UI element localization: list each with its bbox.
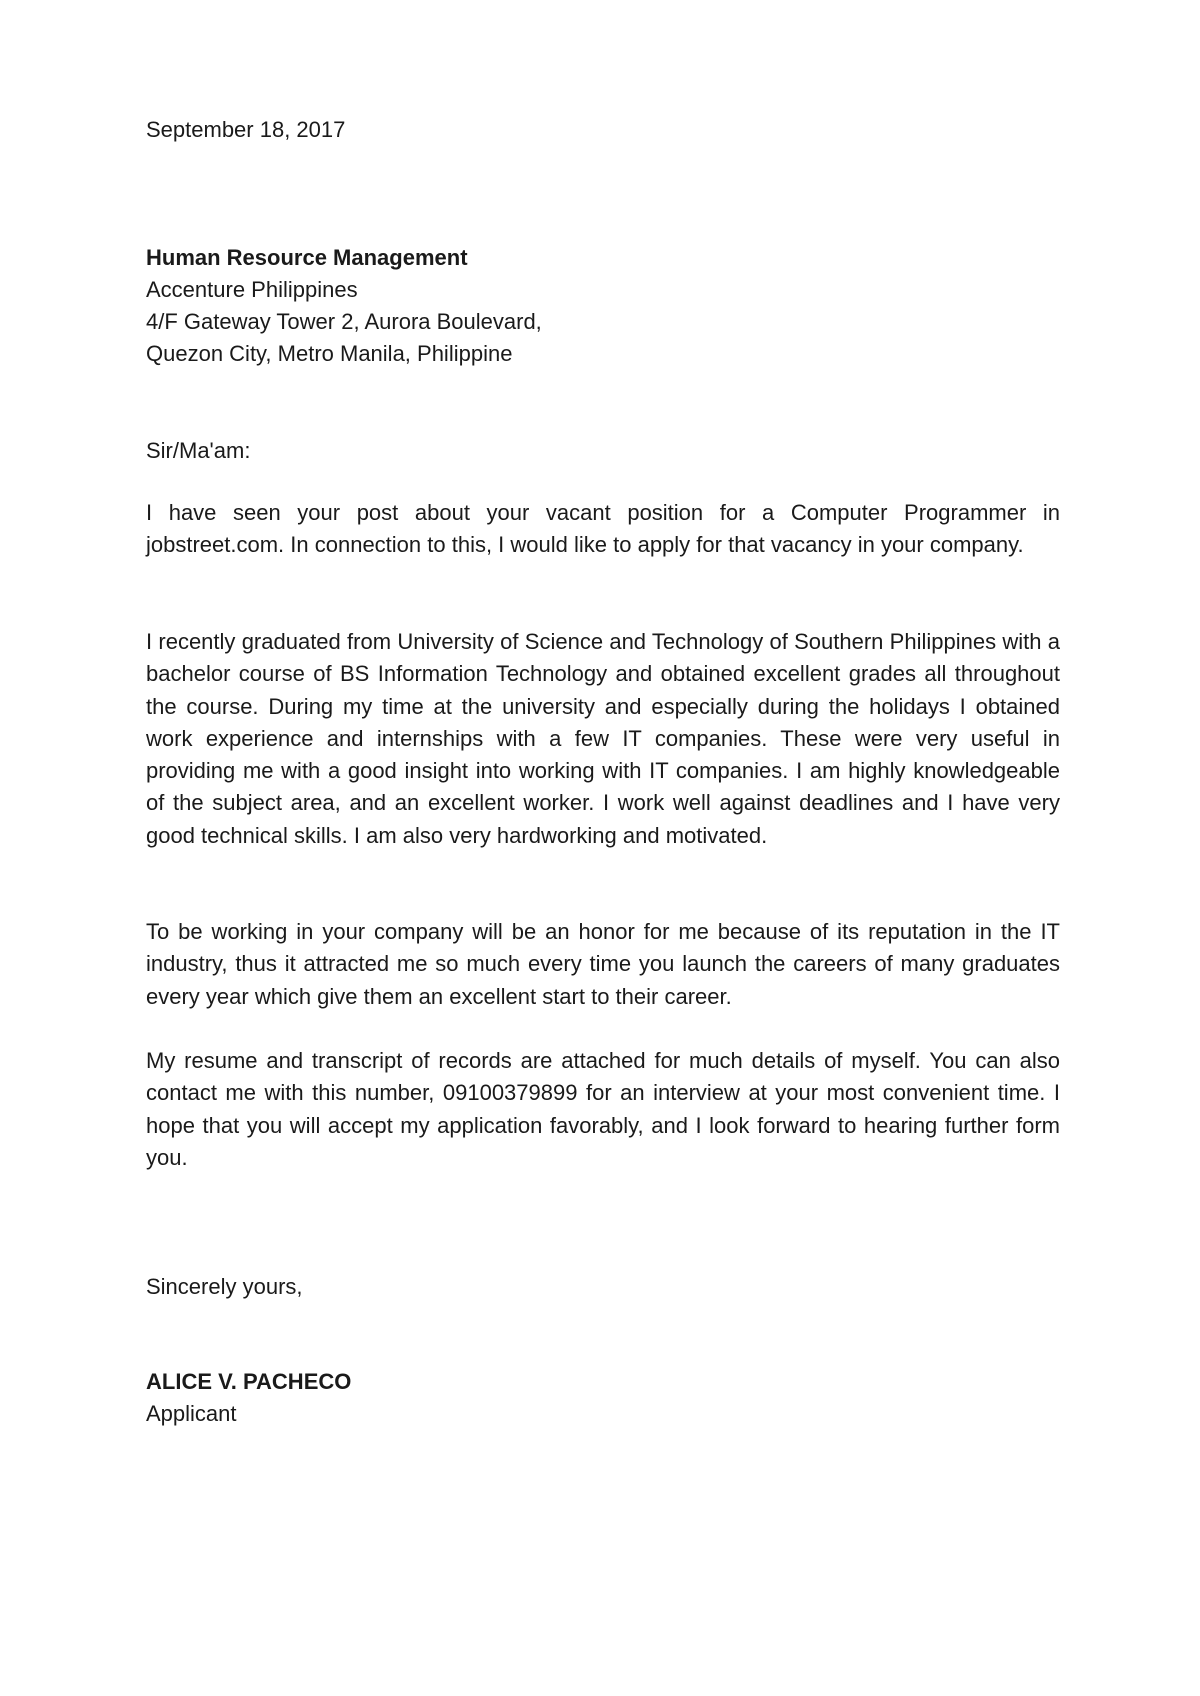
- body-paragraph-2: I recently graduated from University of Science and Technology of Southern Philippines with a bachelor course of BS Information Technology and obtained excellent grades all throughout the course. During my time at the university and especially during the holidays I obtained work experience and internships with a few IT companies. These were very useful in providing me with a good insight into working with IT companies. I am highly knowledgeable of the subject area, and an excellent worker. I work well against deadlines and I have very good technical skills. I am also very hardworking and motivated.: [146, 629, 1060, 848]
- letter-date: September 18, 2017: [146, 117, 346, 142]
- signature-name: ALICE V. PACHECO: [146, 1369, 352, 1394]
- signature-title: Applicant: [146, 1401, 237, 1426]
- recipient-address-line2: Quezon City, Metro Manila, Philippine: [146, 341, 513, 366]
- letter-date-block: [146, 114, 1060, 146]
- salutation: Sir/Ma'am:: [146, 438, 251, 463]
- recipient-address-line1: 4/F Gateway Tower 2, Aurora Boulevard,: [146, 309, 542, 334]
- salutation-block: [146, 435, 1060, 467]
- recipient-company: Accenture Philippines: [146, 277, 358, 302]
- recipient-department: Human Resource Management: [146, 245, 468, 270]
- signature-block: [146, 1366, 1060, 1430]
- body-paragraph-1: I have seen your post about your vacant position for a Computer Programmer in jobstreet.com. In connection to this, I would like to apply for that vacancy in your company.: [146, 500, 1060, 558]
- closing: Sincerely yours,: [146, 1274, 303, 1299]
- body-paragraph-4: My resume and transcript of records are attached for much details of myself. You can also contact me with this number, 09100379899 for an interview at your most convenient time. I hope that you will accept my application favorably, and I look forward to hearing further form you.: [146, 1048, 1060, 1170]
- recipient-address: [146, 242, 1060, 370]
- body-paragraph-3: To be working in your company will be an honor for me because of its reputation in the IT industry, thus it attracted me so much every time you launch the careers of many graduates every year which give them an excellent start to their career.: [146, 919, 1060, 1009]
- closing-block: [146, 1271, 1060, 1303]
